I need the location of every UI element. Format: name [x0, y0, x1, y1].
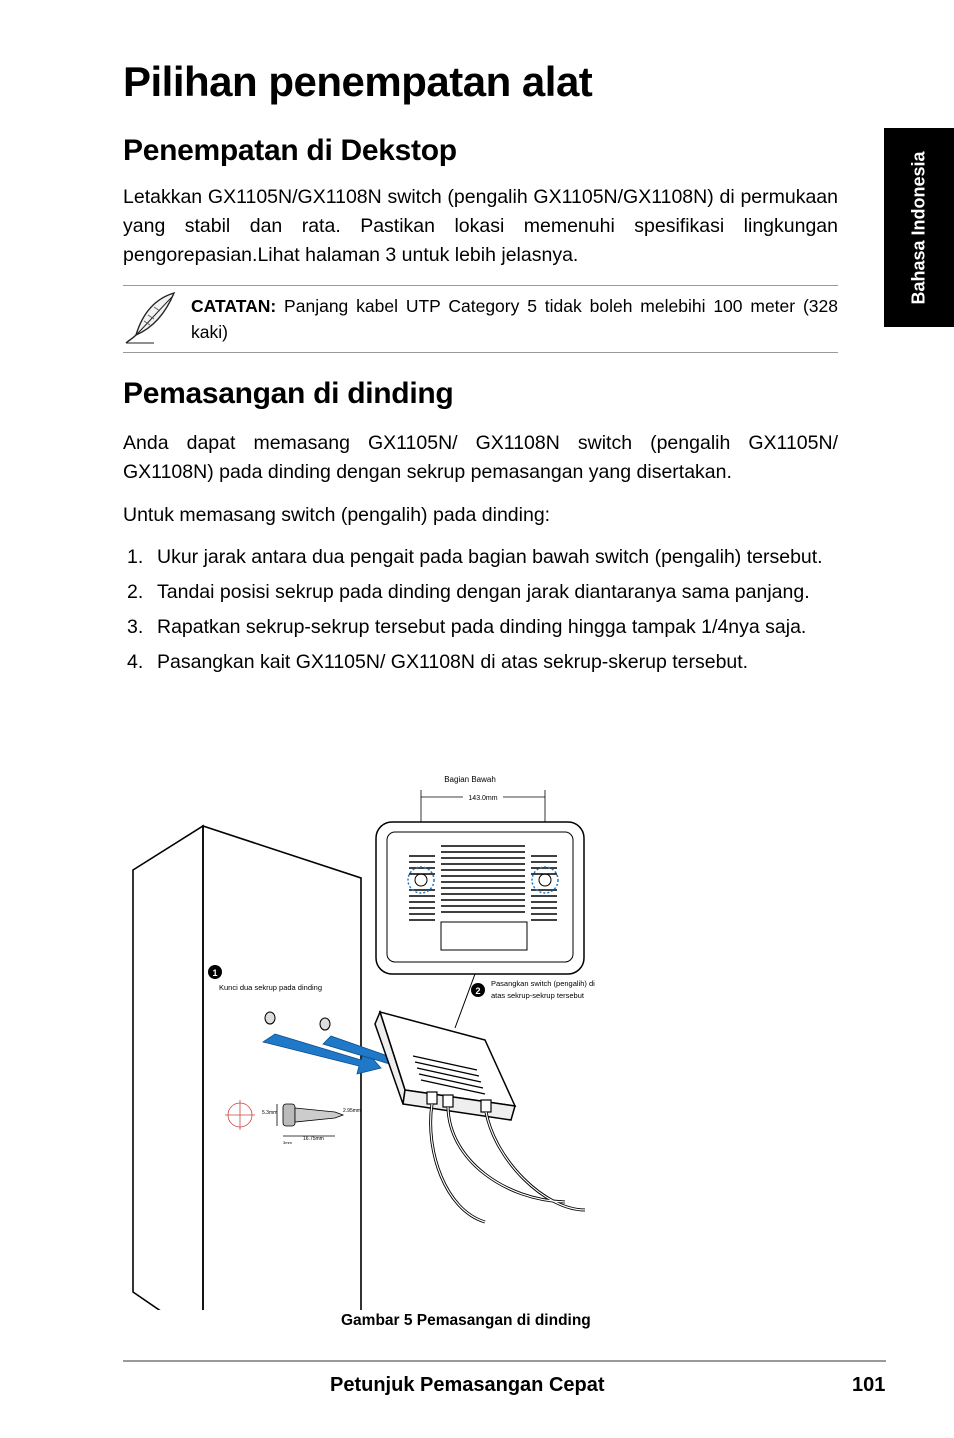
feather-note-icon: [124, 289, 182, 347]
step-item: [123, 613, 838, 642]
step-item: [123, 578, 838, 607]
wall-intro: Untuk memasang switch (pengalih) pada dinding:: [123, 504, 551, 526]
note-text: [191, 293, 838, 345]
wall-steps-list: [123, 543, 838, 677]
switch-bottom-view: [376, 822, 584, 974]
step2-number: 2: [475, 986, 481, 996]
language-tab-label: Bahasa Indonesia: [908, 150, 929, 305]
screw-small-dim: 3mm: [283, 1140, 292, 1145]
heading-wall-mount: Pemasangan di dinding: [123, 377, 454, 410]
heading-desktop: Penempatan di Dekstop: [123, 134, 457, 167]
note-label: CATATAN:: [191, 296, 277, 316]
step-number: 3.: [127, 616, 144, 638]
step-number: 2.: [127, 581, 144, 603]
step-text: Tandai posisi sekrup pada dinding dengan jarak diantaranya sama panjang.: [157, 581, 810, 603]
step1-number: 1: [212, 968, 218, 978]
step2-label-line2: atas sekrup-sekrup tersebut: [491, 991, 584, 1000]
step-text: Pasangkan kait GX1105N/ GX1108N di atas sekrup-skerup tersebut.: [157, 651, 749, 673]
step-text: Ukur jarak antara dua pengait pada bagian bawah switch (pengalih) tersebut.: [157, 546, 823, 568]
wall-screw-icon: [265, 1012, 330, 1030]
language-tab: [884, 128, 954, 327]
page-title: Pilihan penempatan alat: [123, 58, 593, 105]
step2-label-line1: Pasangkan switch (pengalih) di: [491, 979, 595, 988]
bottom-view-label: Bagian Bawah: [444, 775, 496, 784]
step-item: [123, 648, 838, 677]
distance-label: 143.0mm: [468, 795, 498, 802]
step-text: Rapatkan sekrup-sekrup tersebut pada dinding hingga tampak 1/4nya saja.: [157, 616, 807, 638]
screw-head-dim: 5.3mm: [262, 1110, 278, 1116]
note-rule-bottom: [123, 352, 838, 353]
wall-panel: [133, 826, 361, 1310]
footer-rule: [123, 1360, 886, 1362]
figure-caption: Gambar 5 Pemasangan di dinding: [341, 1312, 591, 1329]
step-number: 1.: [127, 546, 144, 568]
screw-thread-dim: 2.95mm: [343, 1108, 362, 1114]
desktop-body: Letakkan GX1105N/GX1108N switch (pengalih GX1105N/GX1108N) di permukaan yang stabil dan rata. Pastikan lokasi memenuhi spesifikasi lingkungan pengorepasian.Lihat halaman 3 untuk lebih jelasnya.: [123, 186, 838, 266]
note-rule-top: [123, 285, 838, 286]
page-number: 101: [852, 1374, 886, 1396]
screw-detail-icon: [225, 1100, 343, 1136]
wall-body: Anda dapat memasang GX1105N/ GX1108N switch (pengalih GX1105N/ GX1108N) pada dinding dengan sekrup pemasangan yang disertakan.: [123, 432, 838, 483]
footer-title: Petunjuk Pemasangan Cepat: [330, 1374, 605, 1396]
wall-mount-figure: [125, 770, 605, 1310]
step-number: 4.: [127, 651, 144, 673]
step-item: [123, 543, 838, 572]
network-cables: [431, 1104, 585, 1222]
screw-length-dim: 16.75mm: [303, 1136, 324, 1142]
step1-label: Kunci dua sekrup pada dinding: [219, 983, 322, 992]
note-body: Panjang kabel UTP Category 5 tidak boleh melebihi 100 meter (328 kaki): [191, 296, 838, 342]
